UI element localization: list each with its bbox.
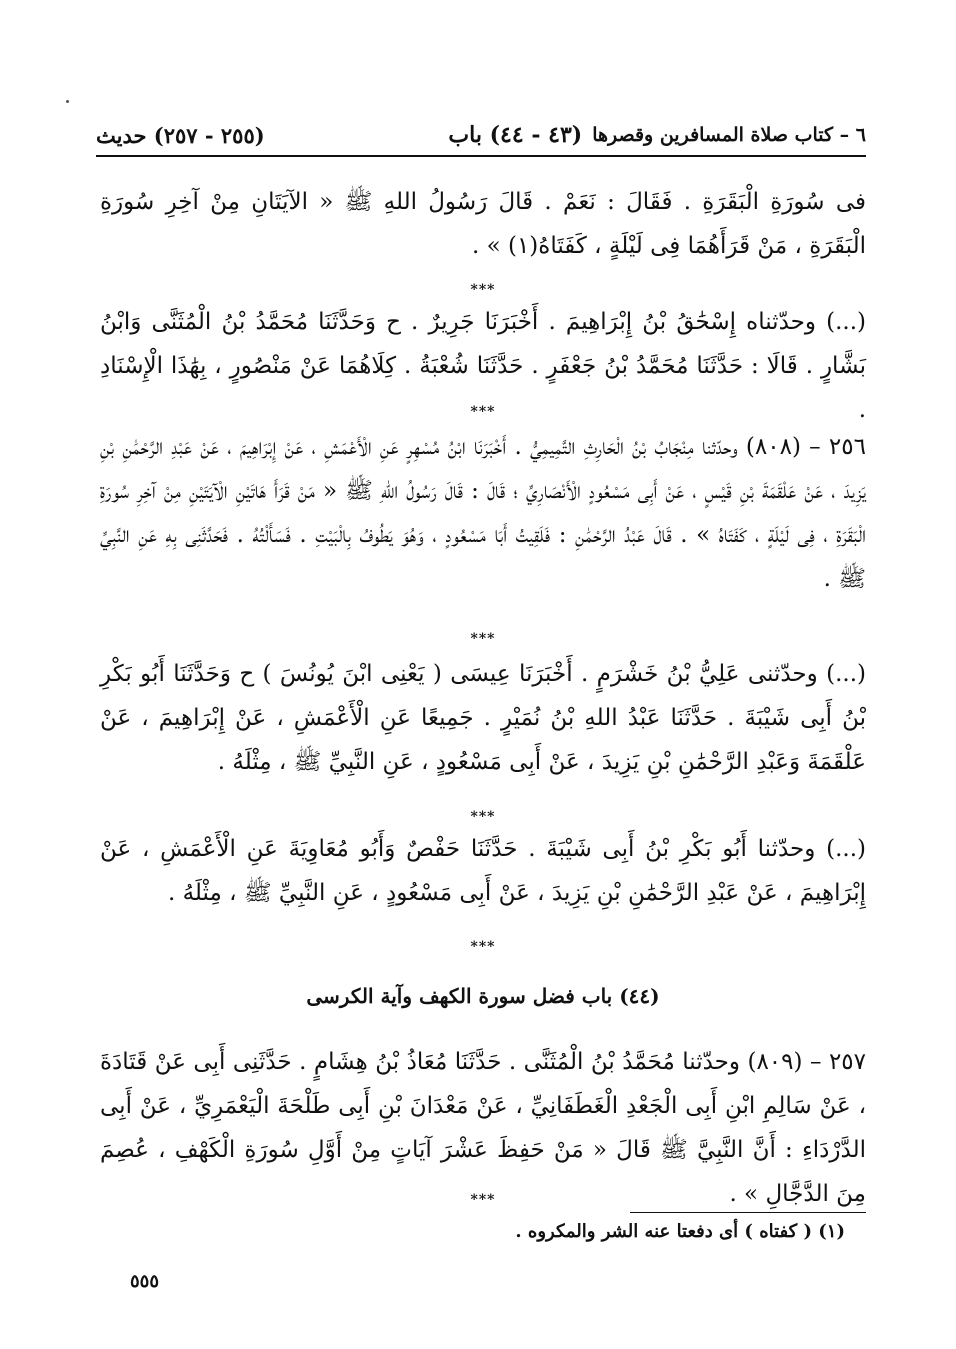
separator-stars: *** [470,1192,496,1208]
footnote: (١) ( كفتاه ) أى دفعتا عنه الشر والمكروه . [515,1221,845,1242]
paragraph-continuation [100,180,866,268]
chapter-heading: (٤٤) باب فضل سورة الكهف وآية الكرسى [306,984,660,1008]
paragraph: (...) وحدّثنى عَلِيُّ بْنُ خَشْرَمٍ . أَخْبَرَنَا عِيسَى ( يَعْنِى ابْنَ يُونُسَ ) ح وَحَدَّثَنَا أَبُو بَكْرِ بْنُ أَبِى شَيْبَةَ . حَدَّثَنَا عَبْدُ اللهِ بْنُ نُمَيْرٍ . جَمِيعًا عَنِ الْأَعْمَشِ ، عَنْ إِبْرَاهِيمَ ، عَنْ عَلْقَمَةَ وَعَبْدِ الرَّحْمَٰنِ بْنِ يَزِيدَ ، عَنْ أَبِى مَسْعُودٍ ، عَنِ النَّبِيِّ ﷺ ، مِثْلَهُ . [100,661,866,775]
hadith-reference: (٢٥٥ - ٢٥٧) حديث [96,122,265,148]
paragraph: (...) وحدّثناه إِسْحَٰقُ بْنُ إِبْرَاهِيمَ . أَخْبَرَنَا جَرِيرٌ . ح وَحَدَّثَنَا مُحَمَّدُ بْنُ الْمُثَنَّى وَابْنُ بَشَّارٍ . قَالَا : حَدَّثَنَا مُحَمَّدُ بْنُ جَعْفَرٍ . حَدَّثَنَا شُعْبَةُ . كِلَاهُمَا عَنْ مَنْصُورٍ ، بِهَٰذَا الْإِسْنَادِ . [100,309,866,423]
paragraph: (...) وحدّثنا أَبُو بَكْرِ بْنُ أَبِى شَيْبَةَ . حَدَّثَنَا حَفْصٌ وَأَبُو مُعَاوِيَةَ عَنِ الْأَعْمَشِ ، عَنْ إِبْرَاهِيمَ ، عَنْ عَبْدِ الرَّحْمَٰنِ بْنِ يَزِيدَ ، عَنْ أَبِى مَسْعُودٍ ، عَنِ النَّبِيِّ ﷺ ، مِثْلَهُ . [100,836,866,906]
separator-stars: *** [470,404,496,420]
paragraph-isnad [100,652,866,784]
header-right [448,122,866,148]
running-header [96,118,866,152]
separator-stars: *** [470,809,496,825]
footnote-rule [630,1212,866,1213]
separator-stars: *** [470,282,496,298]
hadith-257 [100,1040,866,1216]
paragraph: ٢٥٧ – (٨٠٩) وحدّثنا مُحَمَّدُ بْنُ الْمُثَنَّى . حَدَّثَنَا مُعَاذُ بْنُ هِشَامٍ . حَدَّثَنِى أَبِى عَنْ قَتَادَةَ ، عَنْ سَالِمِ ابْنِ أَبِى الْجَعْدِ الْغَطَفَانِيِّ ، عَنْ مَعْدَانَ بْنِ أَبِى طَلْحَةَ الْيَعْمَرِيِّ ، عَنْ أَبِى الدَّرْدَاءِ : أَنَّ النَّبِيَّ ﷺ قَالَ « مَنْ حَفِظَ عَشْرَ آيَاتٍ مِنْ أَوَّلِ سُورَةِ الْكَهْفِ ، عُصِمَ مِنَ الدَّجَّالِ » . [100,1049,866,1207]
chapter-reference: (٤٣ - ٤٤) باب [448,122,583,148]
hadith-256 [100,425,866,601]
paragraph: فى سُورَةِ الْبَقَرَةِ . فَقَالَ : نَعَمْ . قَالَ رَسُولُ اللهِ ﷺ « الآيَتَانِ مِنْ آخِرِ سُورَةِ الْبَقَرَةِ ، مَنْ قَرَأَهُمَا فِى لَيْلَةٍ ، كَفَتَاهُ(١) » . [100,189,866,259]
page-number: ٥٥٥ [130,1271,160,1292]
paragraph: ٢٥٦ – (٨٠٨) وحدّثنا مِنْجَابُ بْنُ الْحَارِثِ التَّمِيمِيُّ . أَخْبَرَنَا ابْنُ مُسْهِرٍ عَنِ الْأَعْمَشِ ، عَنْ إِبْرَاهِيمَ ، عَنْ عَبْدِ الرَّحْمَٰنِ بْنِ يَزِيدَ ، عَنْ عَلْقَمَةَ بْنِ قَيْسٍ ، عَنْ أَبِى مَسْعُودٍ الْأَنْصَارِيِّ ؛ قَالَ : قَالَ رَسُولُ اللهِ ﷺ « مَنْ قَرَأَ هَاتَيْنِ الْآيَتَيْنِ مِنْ آخِرِ سُورَةِ الْبَقَرَةِ ، فِى لَيْلَةٍ ، كَفَتَاهُ » . قَالَ عَبْدُ الرَّحْمَٰنِ : فَلَقِيتُ أَبَا مَسْعُودٍ ، وَهُوَ يَطُوفُ بِالْبَيْتِ . فَسَأَلْتُهُ . فَحَدَّثَنِى بِهِ عَنِ النَّبِيِّ ﷺ . [100,434,866,592]
paragraph-isnad [100,827,866,915]
separator-stars: *** [470,631,496,647]
book-title: ٦ – كتاب صلاة المسافرين وقصرها [592,124,866,146]
scan-speck [66,100,69,103]
separator-stars: *** [470,939,496,955]
header-rule [96,155,866,157]
